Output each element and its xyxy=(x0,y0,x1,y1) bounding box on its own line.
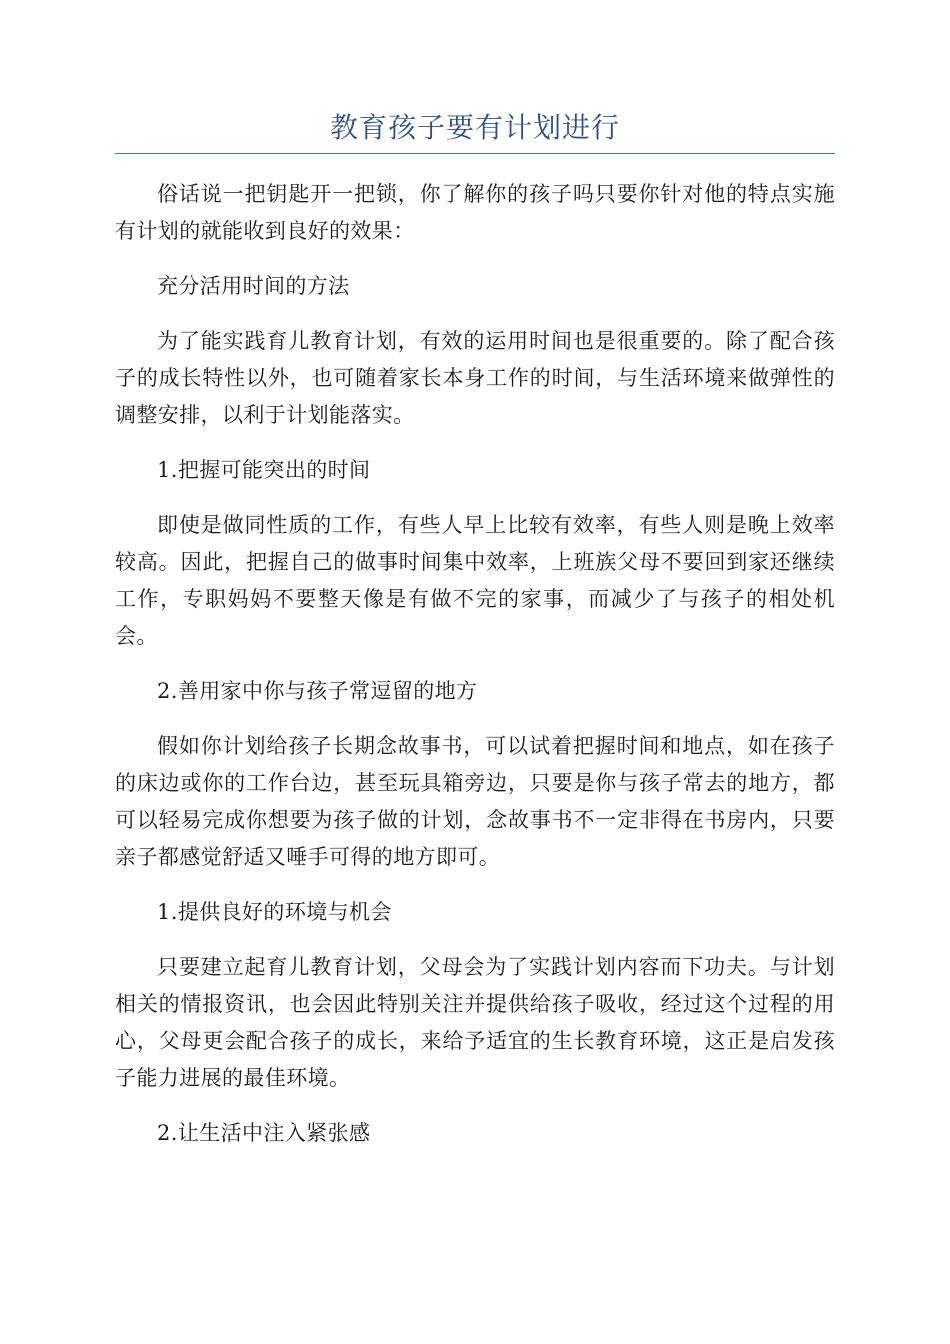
document-body xyxy=(115,176,835,1170)
paragraph: 即使是做同性质的工作，有些人早上比较有效率，有些人则是晚上效率较高。因此，把握自己的做事时间集中效率，上班族父母不要回到家还继续工作，专职妈妈不要整天像是有做不完的家事，而减少了与孩子的相处机会。 xyxy=(115,513,835,648)
section-heading: 1.提供良好的环境与机会 xyxy=(157,900,392,924)
paragraph: 只要建立起育儿教育计划，父母会为了实践计划内容而下功夫。与计划相关的情报资讯，也会因此特别关注并提供给孩子吸收，经过这个过程的用心，父母更会配合孩子的成长，来给予适宜的生长教育环境，这正是启发孩子能力进展的最佳环境。 xyxy=(115,955,835,1090)
paragraph: 假如你计划给孩子长期念故事书，可以试着把握时间和地点，如在孩子的床边或你的工作台边，甚至玩具箱旁边，只要是你与孩子常去的地方，都可以轻易完成你想要为孩子做的计划，念故事书不一定非得在书房内，只要亲子都感觉舒适又唾手可得的地方即可。 xyxy=(115,734,835,869)
section-heading: 1.把握可能突出的时间 xyxy=(157,458,371,482)
paragraph: 为了能实践育儿教育计划，有效的运用时间也是很重要的。除了配合孩子的成长特性以外，也可随着家长本身工作的时间，与生活环境来做弹性的调整安排，以利于计划能落实。 xyxy=(115,329,835,427)
section-heading: 2.让生活中注入紧张感 xyxy=(157,1121,371,1145)
section-heading: 充分活用时间的方法 xyxy=(157,274,350,298)
document-title: 教育孩子要有计划进行 xyxy=(329,111,620,144)
section-heading: 2.善用家中你与孩子常逗留的地方 xyxy=(157,679,478,703)
title-underline xyxy=(115,153,835,154)
paragraph: 俗话说一把钥匙开一把锁，你了解你的孩子吗只要你针对他的特点实施有计划的就能收到良好的效果： xyxy=(115,182,835,243)
